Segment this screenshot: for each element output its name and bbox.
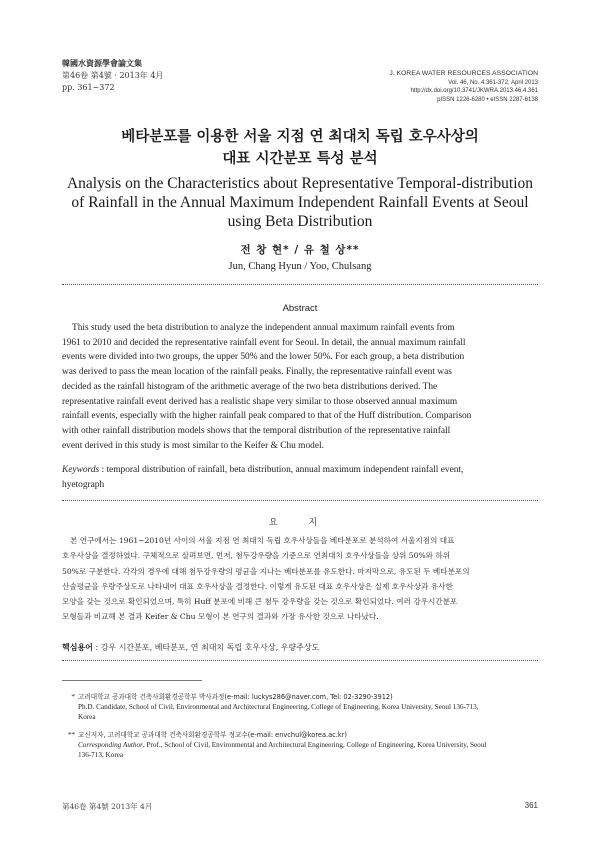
footnote-en-italic: Corresponding Author xyxy=(78,741,143,749)
korean-abstract-line: 50%로 구분한다. 각각의 경우에 대해 첨두강우량의 평균을 지나는 베타분포를 유도한다. 마지막으로, 유도된 두 베타분포의 xyxy=(62,566,470,576)
footer-issue: 第46卷 第4號 2013年 4月 xyxy=(62,802,153,811)
title-korean xyxy=(40,126,560,170)
keywords-korean xyxy=(62,642,538,653)
authors-korean: 전 창 현* / 유 철 상** xyxy=(240,244,360,256)
divider-top xyxy=(62,284,538,285)
abstract-line: event derived in this study is most similar to the Keifer & Chu model. xyxy=(62,440,324,451)
footnote-mark: ** xyxy=(67,731,75,739)
divider-bottom xyxy=(62,660,538,661)
doi-link[interactable]: http://dx.doi.org/10.3741/JKWRA.2013.46.4.361 xyxy=(410,88,538,94)
footnote-2 xyxy=(62,730,538,760)
journal-name-en: J. KOREA WATER RESOURCES ASSOCIATION xyxy=(389,70,538,77)
footnote-en: Ph.D. Candidate, School of Civil, Environmental and Architectural Engineering, College of Engineering, Korea University, Seoul 136-713, xyxy=(78,703,479,711)
footnote-en xyxy=(62,740,538,750)
volume-issue-ko: 第46卷 第4號 · 2013年 4月 xyxy=(62,71,164,80)
abstract-line: was derived to pass the mean location of the rainfall peaks. Finally, the representative rainfall event was xyxy=(62,367,452,378)
abstract-line: rainfall events, especially with the higher rainfall peak compared to that of the Huff distribution. Comparison xyxy=(62,411,472,422)
korean-abstract-line: 호우사상을 결정하였다. 구체적으로 살펴보면, 먼저, 첨두강우량을 기준으로 연최대치 호우사상들을 상위 50%와 하위 xyxy=(62,551,451,561)
korean-abstract-line: 본 연구에서는 1961~2010년 사이의 서울 지점 연 최대치 독립 호우사상들을 베타분포로 분석하여 서울지점의 대표 xyxy=(70,536,455,545)
abstract-body xyxy=(62,321,538,453)
title-english-line1: Analysis on the Characteristics about Representative Temporal-distribution xyxy=(66,175,534,192)
abstract-line: with other rainfall distribution models shows that the temporal distribution of the representative rainfall xyxy=(62,425,451,436)
abstract-line: 1961 to 2010 and decided the representative rainfall event for Seoul. In detail, the annual maximum rainfall xyxy=(62,337,466,348)
footnote-ko: 고려대학교 공과대학 건축사회환경공학부 박사과정(e-mail: luckys286@naver.com, Tel: 02-3290-3912) xyxy=(78,693,393,701)
page-number: 361 xyxy=(524,801,538,810)
title-english-line3: using Beta Distribution xyxy=(227,213,373,230)
keywords xyxy=(62,463,538,492)
korean-abstract-line: 모양을 갖는 것으로 확인되었으며, 특히 Huff 분포에 비해 큰 첨두 강우량을 갖는 것으로 확인되었다. 여러 강우시간분포 xyxy=(62,597,458,607)
issn: pISSN 1226-6280 • eISSN 2287-6138 xyxy=(437,96,538,103)
korean-abstract-line: 모형들과 비교해 본 결과 Keifer & Chu 모형이 본 연구의 결과와 가장 유사한 것으로 나타났다. xyxy=(62,612,379,622)
divider-middle xyxy=(62,500,538,501)
title-korean-line1: 베타분포를 이용한 서울 지점 연 최대치 독립 호우사상의 xyxy=(121,129,479,145)
keywords-text: : temporal distribution of rainfall, beta distribution, annual maximum independent rainfall event, xyxy=(99,465,464,475)
korean-abstract-line: 산술평균을 우량주상도로 나타내어 대표 호우사상을 결정한다. 이렇게 유도된 대표 호우사상은 실제 호우사상과 유사한 xyxy=(62,581,453,591)
footnote-en-cont: 136-713, Korea xyxy=(78,751,124,759)
footnote-1 xyxy=(62,692,538,722)
footnote-rule xyxy=(62,680,202,681)
abstract-line: This study used the beta distribution to analyze the independent annual maximum rainfall events from xyxy=(72,323,455,333)
journal-header-left xyxy=(62,58,163,94)
abstract-heading: Abstract xyxy=(282,303,318,314)
footnote-en-cont: Korea xyxy=(78,713,96,721)
footnote-en-text: , Prof., School of Civil, Environmental and Architectural Engineering, College of Engineering, Korea University, Seoul xyxy=(142,741,487,749)
abstract-line: representative rainfall event derived has a realistic shape very similar to those observed annual maximum xyxy=(62,396,458,407)
journal-header-right xyxy=(389,70,538,104)
page-range: pp. 361~372 xyxy=(62,83,115,92)
korean-abstract-body xyxy=(62,533,538,625)
journal-name-ko: 韓國水資源學會論文集 xyxy=(62,59,142,68)
volume-info: Vol. 46, No. 4:361-372, April 2013 xyxy=(448,79,538,86)
abstract-line: decided as the rainfall histogram of the arithmetic average of the two beta distributions derived. The xyxy=(62,381,438,392)
title-english-line2: of Rainfall in the Annual Maximum Independent Rainfall Events at Seoul xyxy=(71,194,529,211)
keywords-korean-text: : 강우 시간분포, 베타분포, 연 최대치 독립 호우사상, 우량주상도 xyxy=(92,643,320,652)
title-korean-line2: 대표 시간분포 특성 분석 xyxy=(222,151,378,167)
abstract-line: events were divided into two groups, the upper 50% and the lower 50%. For each group, a beta distribution xyxy=(62,352,465,363)
keywords-korean-label: 핵심용어 xyxy=(62,643,93,652)
footnote-mark: * xyxy=(71,693,75,701)
keywords-label: Keywords xyxy=(62,465,100,475)
footnote-ko: 교신저자, 고려대학교 공과대학 건축사회환경공학부 정교수(e-mail: envchul@korea.ac.kr) xyxy=(78,731,347,739)
authors-english: Jun, Chang Hyun / Yoo, Chulsang xyxy=(228,261,372,272)
title-english xyxy=(50,174,550,231)
keywords-text-cont: hyetograph xyxy=(62,479,105,490)
korean-abstract-heading: 요 지 xyxy=(268,518,332,528)
